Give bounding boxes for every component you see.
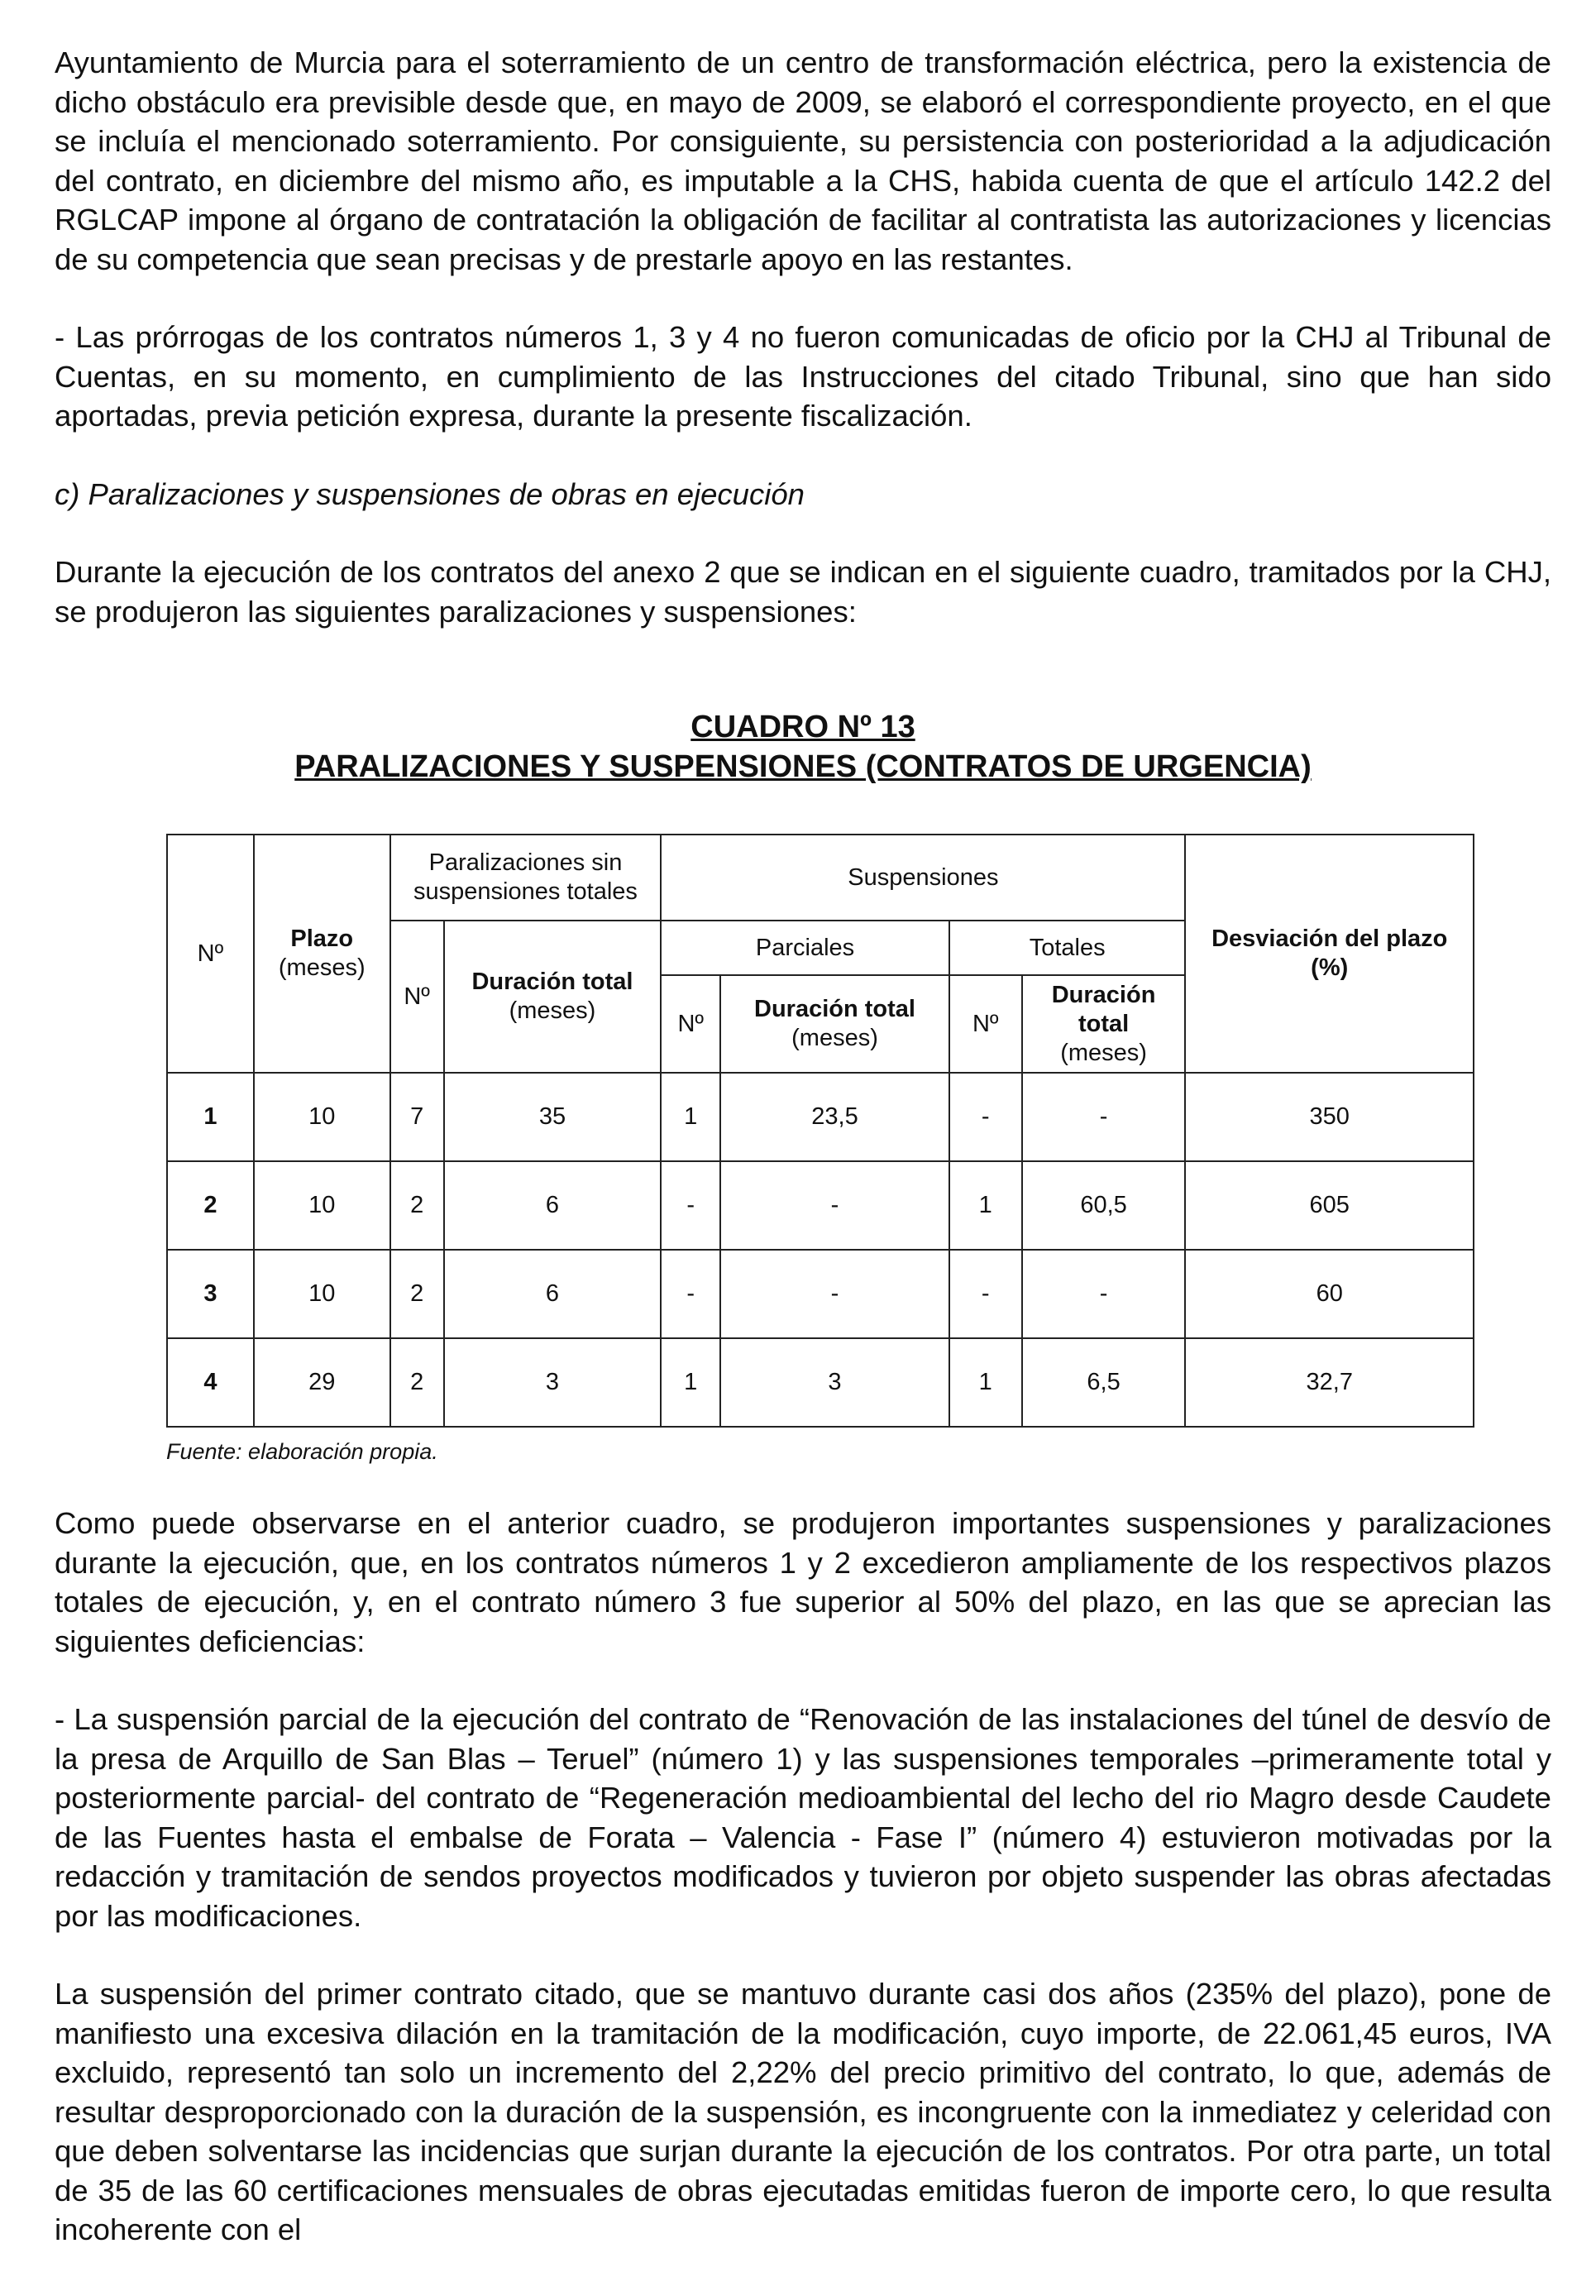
header-n: Nº	[167, 835, 254, 1073]
header-parc-duracion	[720, 975, 949, 1073]
cell-tot-n: 1	[949, 1338, 1022, 1427]
section-subheading: c) Paralizaciones y suspensiones de obras en ejecución	[55, 476, 805, 511]
header-plazo	[254, 835, 390, 1073]
cell-par-duracion: 6	[444, 1250, 662, 1338]
paragraph-intro: Durante la ejecución de los contratos del anexo 2 que se indican en el siguiente cuadro, tramitados por la CHJ, se produjeron las siguientes paralizaciones y suspensiones:	[55, 555, 1551, 629]
header-suspensiones: Suspensiones	[661, 835, 1185, 921]
document-page	[55, 43, 1551, 2289]
cell-plazo: 10	[254, 1073, 390, 1161]
cell-par-n: 2	[390, 1338, 444, 1427]
table-source: Fuente: elaboración propia.	[166, 1439, 438, 1464]
header-totales: Totales	[949, 921, 1186, 975]
cell-tot-n: -	[949, 1250, 1022, 1338]
header-tot-duracion-label: Duración total	[1051, 981, 1156, 1037]
cell-plazo: 29	[254, 1338, 390, 1427]
paragraph-primer-contrato: La suspensión del primer contrato citado, que se mantuvo durante casi dos años (235% del plazo), pone de manifiesto una excesiva dilación en la tramitación de la modificación, cuyo importe, de 22.061,45 euros, IVA excluido, representó tan solo un incremento del 2,22% del precio primitivo del contrato, lo que, además de resultar desproporcionado con la duración de la suspensión, es incongruente con la inmediatez y celeridad con que deben solventarse las incidencias que surjan durante la ejecución de los contratos. Por otra parte, un total de 35 de las 60 certificaciones mensuales de obras ejecutadas emitidas fueron de importe cero, lo que resulta incoherente con el	[55, 1977, 1551, 2246]
table-row	[167, 1161, 1474, 1250]
table-row	[167, 1338, 1474, 1427]
header-par-n: Nº	[390, 921, 444, 1073]
header-par-duracion	[444, 921, 662, 1073]
header-desviacion-unit: (%)	[1311, 954, 1349, 981]
cell-parc-duracion: -	[720, 1161, 949, 1250]
cell-desviacion: 32,7	[1185, 1338, 1474, 1427]
cell-plazo: 10	[254, 1161, 390, 1250]
cuadro-caption: PARALIZACIONES Y SUSPENSIONES (CONTRATOS DE URGENCIA)	[294, 749, 1312, 784]
header-desviacion	[1185, 835, 1474, 1073]
cell-tot-duracion: -	[1022, 1073, 1186, 1161]
cell-tot-n: 1	[949, 1161, 1022, 1250]
cell-parc-n: -	[661, 1250, 720, 1338]
cell-par-duracion: 35	[444, 1073, 662, 1161]
cell-parc-n: 1	[661, 1338, 720, 1427]
header-plazo-label: Plazo	[290, 926, 354, 952]
cell-parc-n: -	[661, 1161, 720, 1250]
cell-desviacion: 60	[1185, 1250, 1474, 1338]
header-par-duracion-label: Duración total	[471, 969, 633, 995]
cell-par-n: 2	[390, 1161, 444, 1250]
cuadro-number: CUADRO Nº 13	[690, 710, 915, 744]
paragraph-suspension-parcial: - La suspensión parcial de la ejecución del contrato de “Renovación de las instalaciones del túnel de desvío de la presa de Arquillo de San Blas – Teruel” (número 1) y las suspensiones temporales –primeramente total y posteriormente parcial- del contrato de “Regeneración medioambiental del lecho del rio Magro desde Caudete de las Fuentes hasta el embalse de Forata – Valencia - Fase I” (número 4) estuvieron motivadas por la redacción y tramitación de sendos proyectos modificados y tuvieron por objeto suspender las obras afectadas por las modificaciones.	[55, 1702, 1551, 1933]
table-row	[167, 1250, 1474, 1338]
cell-n: 1	[167, 1073, 254, 1161]
table-row	[167, 1073, 1474, 1161]
header-parciales: Parciales	[661, 921, 949, 975]
cell-parc-duracion: -	[720, 1250, 949, 1338]
cell-n: 4	[167, 1338, 254, 1427]
header-desviacion-label: Desviación del plazo	[1211, 926, 1448, 952]
cell-tot-duracion: 6,5	[1022, 1338, 1186, 1427]
cell-desviacion: 350	[1185, 1073, 1474, 1161]
cell-par-n: 7	[390, 1073, 444, 1161]
cell-parc-n: 1	[661, 1073, 720, 1161]
paragraph-murcia: Ayuntamiento de Murcia para el soterramiento de un centro de transformación eléctrica, pero la existencia de dicho obstáculo era previsible desde que, en mayo de 2009, se elaboró el correspondiente proyecto, en el que se incluía el mencionado soterramiento. Por consiguiente, su persistencia con posterioridad a la adjudicación del contrato, en diciembre del mismo año, es imputable a la CHS, habida cuenta de que el artículo 142.2 del RGLCAP impone al órgano de contratación la obligación de facilitar al contratista las autorizaciones y licencias de su competencia que sean precisas y de prestarle apoyo en las restantes.	[55, 45, 1551, 276]
cuadro-table	[166, 834, 1474, 1428]
cell-par-duracion: 3	[444, 1338, 662, 1427]
header-parc-duracion-unit: (meses)	[791, 1025, 878, 1051]
cell-tot-duracion: 60,5	[1022, 1161, 1186, 1250]
header-paralizaciones: Paralizaciones sin suspensiones totales	[390, 835, 662, 921]
header-plazo-unit: (meses)	[278, 954, 366, 981]
header-tot-duracion	[1022, 975, 1186, 1073]
cell-parc-duracion: 23,5	[720, 1073, 949, 1161]
cell-tot-n: -	[949, 1073, 1022, 1161]
cell-parc-duracion: 3	[720, 1338, 949, 1427]
paragraph-prorrogas: - Las prórrogas de los contratos números 1, 3 y 4 no fueron comunicadas de oficio por la CHJ al Tribunal de Cuentas, en su momento, en cumplimiento de las Instrucciones del citado Tribunal, sino que han sido aportadas, previa petición expresa, durante la presente fiscalización.	[55, 320, 1551, 433]
cell-desviacion: 605	[1185, 1161, 1474, 1250]
cell-n: 3	[167, 1250, 254, 1338]
cell-n: 2	[167, 1161, 254, 1250]
cuadro-title	[55, 707, 1551, 787]
paragraph-observarse: Como puede observarse en el anterior cuadro, se produjeron importantes suspensiones y paralizaciones durante la ejecución, que, en los contratos números 1 y 2 excedieron ampliamente de los respectivos plazos totales de ejecución, y, en el contrato número 3 fue superior al 50% del plazo, en las que se aprecian las siguientes deficiencias:	[55, 1506, 1551, 1658]
cell-plazo: 10	[254, 1250, 390, 1338]
header-parc-duracion-label: Duración total	[754, 996, 915, 1022]
header-tot-n: Nº	[949, 975, 1022, 1073]
header-par-duracion-unit: (meses)	[509, 997, 596, 1024]
cell-tot-duracion: -	[1022, 1250, 1186, 1338]
cell-par-n: 2	[390, 1250, 444, 1338]
header-parc-n: Nº	[661, 975, 720, 1073]
cell-par-duracion: 6	[444, 1161, 662, 1250]
header-tot-duracion-unit: (meses)	[1060, 1039, 1147, 1066]
